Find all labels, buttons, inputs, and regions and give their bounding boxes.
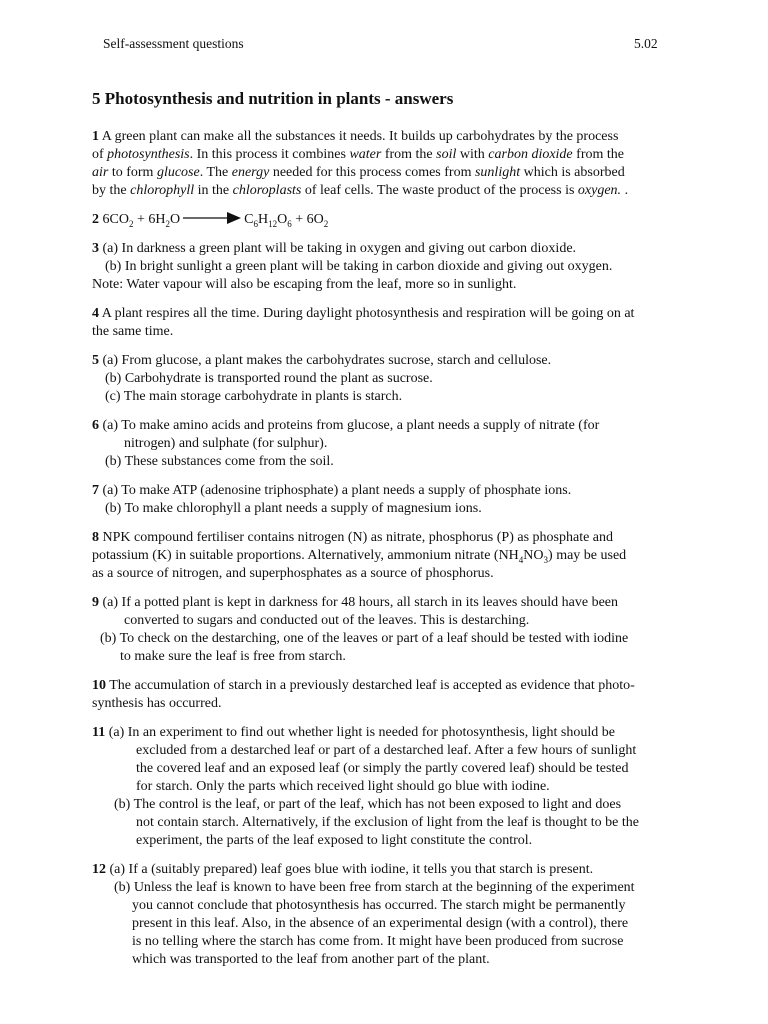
- answer-text: (b) Carbohydrate is transported round the plant as sucrose.: [105, 371, 433, 386]
- answer-text: the same time.: [92, 324, 174, 339]
- answer-text: (a) In darkness a green plant will be taking in oxygen and giving out carbon dioxide.: [99, 241, 577, 256]
- answer-text: (a) In an experiment to find out whether light is needed for photosynthesis, light should be: [105, 725, 615, 740]
- product-glucose: H: [257, 212, 269, 227]
- header-title: Self-assessment questions: [103, 36, 244, 51]
- answer-text: (b) To check on the destarching, one of the leaves or part of a leaf should be tested with iodine: [100, 631, 629, 646]
- answer-text: NO: [523, 548, 544, 563]
- answer-text: (c) The main storage carbohydrate in plants is starch.: [105, 389, 403, 404]
- subscript: 6: [253, 218, 258, 229]
- answer-text: A green plant can make all the substances it needs. It builds up carbohydrates by the process: [99, 129, 619, 144]
- answer-text: (a) To make amino acids and proteins from glucose, a plant needs a supply of nitrate (for: [99, 418, 600, 433]
- answer-text: (b) Unless the leaf is known to have been free from starch at the beginning of the experiment: [114, 880, 635, 895]
- answer-1: [92, 128, 712, 200]
- plus-sign: +: [291, 212, 307, 227]
- answer-text: converted to sugars and conducted out of the leaves. This is destarching.: [124, 613, 530, 628]
- answer-5: [92, 352, 712, 406]
- answer-text: by the: [92, 183, 131, 198]
- keyword: carbon dioxide: [488, 147, 573, 162]
- answer-7: [92, 482, 712, 518]
- answer-number: 2: [92, 212, 99, 227]
- reactant-h2o: 6H: [148, 212, 166, 227]
- answer-text: the covered leaf and an exposed leaf (or simply the partly covered leaf) should be tested: [136, 761, 629, 776]
- answer-text: . In this process it combines: [189, 147, 350, 162]
- keyword: glucose: [156, 165, 200, 180]
- answer-note: Note: Water vapour will also be escaping from the leaf, more so in sunlight.: [92, 277, 517, 292]
- answer-text: (a) If a (suitably prepared) leaf goes blue with iodine, it tells you that starch is present.: [106, 862, 594, 877]
- answer-12: [92, 861, 712, 969]
- answer-text: NPK compound fertiliser contains nitrogen (N) as nitrate, phosphorus (P) as phosphate and: [99, 530, 614, 545]
- keyword: oxygen.: [577, 183, 622, 198]
- answer-text: needed for this process comes from: [269, 165, 475, 180]
- subscript: 2: [323, 218, 329, 229]
- answer-number: 11: [92, 725, 106, 740]
- answer-text: from the: [381, 147, 437, 162]
- answer-text: with: [456, 147, 489, 162]
- header-page-number: 5.02: [634, 36, 658, 51]
- subscript: 4: [518, 554, 524, 565]
- answer-number: 9: [92, 595, 99, 610]
- subscript: 12: [268, 218, 278, 229]
- answer-text: to form: [108, 165, 157, 180]
- answer-text: which was transported to the leaf from another part of the plant.: [132, 952, 490, 967]
- answer-text: .: [621, 183, 629, 198]
- answer-11: [92, 724, 712, 850]
- answer-text: ) may be used: [548, 548, 627, 563]
- answer-text: which is absorbed: [520, 165, 625, 180]
- answer-text: present in this leaf. Also, in the absence of an experimental design (with a control), there: [132, 916, 629, 931]
- answer-number: 6: [92, 418, 99, 433]
- answer-text: you cannot conclude that photosynthesis has occurred. The starch might be permanently: [132, 898, 626, 913]
- answer-3: [92, 240, 712, 294]
- answer-text: experiment, the parts of the leaf exposed to light constitute the control.: [136, 833, 533, 848]
- answer-number: 4: [92, 306, 99, 321]
- answer-text: to make sure the leaf is free from starch.: [120, 649, 346, 664]
- keyword: chlorophyll: [130, 183, 195, 198]
- answer-text: for starch. Only the parts which received light should go blue with iodine.: [136, 779, 550, 794]
- answer-text: is no telling where the starch has come from. It might have been produced from sucrose: [132, 934, 624, 949]
- answer-2-equation: [92, 211, 712, 229]
- keyword: chloroplasts: [232, 183, 302, 198]
- keyword: energy: [231, 165, 270, 180]
- answer-number: 12: [92, 862, 106, 877]
- answer-text: (a) To make ATP (adenosine triphosphate) a plant needs a supply of phosphate ions.: [99, 483, 572, 498]
- keyword: photosynthesis: [107, 147, 190, 162]
- reactant-h2o: O: [169, 212, 181, 227]
- answer-text: (a) If a potted plant is kept in darkness for 48 hours, all starch in its leaves should have been: [99, 595, 619, 610]
- product-oxygen: 6O: [306, 212, 324, 227]
- answer-text: nitrogen) and sulphate (for sulphur).: [124, 436, 328, 451]
- reaction-arrow-icon: [183, 212, 241, 224]
- answer-8: [92, 529, 712, 583]
- answer-number: 10: [92, 678, 106, 693]
- keyword: sunlight: [474, 165, 521, 180]
- answer-number: 8: [92, 530, 99, 545]
- answer-text: from the: [572, 147, 624, 162]
- answer-number: 3: [92, 241, 99, 256]
- answer-text: in the: [194, 183, 233, 198]
- answer-number: 7: [92, 483, 99, 498]
- answer-text: synthesis has occurred.: [92, 696, 222, 711]
- answers-body: [92, 128, 712, 980]
- subscript: 3: [543, 554, 549, 565]
- answer-text: (b) To make chlorophyll a plant needs a supply of magnesium ions.: [105, 501, 482, 516]
- answer-text: . The: [199, 165, 232, 180]
- answer-text: The accumulation of starch in a previously destarched leaf is accepted as evidence that photo-: [106, 678, 635, 693]
- answer-text: of leaf cells. The waste product of the process is: [301, 183, 578, 198]
- answer-text: A plant respires all the time. During daylight photosynthesis and respiration will be going on at: [99, 306, 635, 321]
- answer-10: [92, 677, 712, 713]
- answer-text: (b) The control is the leaf, or part of the leaf, which has not been exposed to light and does: [114, 797, 622, 812]
- product-glucose: C: [244, 212, 254, 227]
- answer-6: [92, 417, 712, 471]
- answer-text: (a) From glucose, a plant makes the carbohydrates sucrose, starch and cellulose.: [99, 353, 552, 368]
- page-title: 5 Photosynthesis and nutrition in plants - answers: [92, 89, 454, 108]
- subscript: 2: [128, 218, 134, 229]
- reactant-co2: 6CO: [99, 212, 129, 227]
- subscript: 2: [165, 218, 170, 229]
- subscript: 6: [287, 218, 292, 229]
- answer-text: not contain starch. Alternatively, if the exclusion of light from the leaf is thought to be the: [136, 815, 639, 830]
- answer-text: as a source of nitrogen, and superphosphates as a source of phosphorus.: [92, 566, 494, 581]
- answer-text: (b) These substances come from the soil.: [105, 454, 334, 469]
- answer-number: 5: [92, 353, 99, 368]
- answer-text: excluded from a destarched leaf or part of a destarched leaf. After a few hours of sunlight: [136, 743, 637, 758]
- keyword: water: [349, 147, 382, 162]
- answer-text: (b) In bright sunlight a green plant will be taking in carbon dioxide and giving out oxygen.: [105, 259, 613, 274]
- plus-sign: +: [133, 212, 149, 227]
- keyword: air: [92, 165, 109, 180]
- answer-number: 1: [92, 129, 99, 144]
- answer-4: [92, 305, 712, 341]
- answer-text: of: [92, 147, 108, 162]
- keyword: soil: [436, 147, 457, 162]
- product-glucose: O: [277, 212, 288, 227]
- answer-9: [92, 594, 712, 666]
- answer-text: potassium (K) in suitable proportions. Alternatively, ammonium nitrate (NH: [92, 548, 519, 563]
